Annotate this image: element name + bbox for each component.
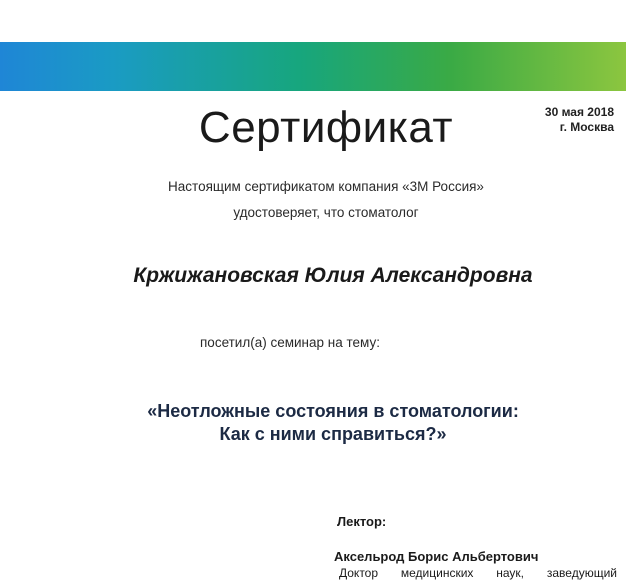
seminar-topic-line-2: Как с ними справиться?» <box>219 424 447 444</box>
certificate-city: г. Москва <box>559 120 614 134</box>
lector-description: Доктор медицинских наук, заведующий <box>339 566 617 580</box>
intro-line-1: Настоящим сертификатом компания «3M Россия» <box>168 179 484 194</box>
certificate-title: Сертификат <box>198 103 454 152</box>
attended-text: посетил(а) семинар на тему: <box>200 335 380 350</box>
header-color-band <box>0 42 626 91</box>
lector-label: Лектор: <box>337 514 387 529</box>
intro-line-2: удостоверяет, что стоматолог <box>233 205 419 220</box>
seminar-topic-line-1: «Неотложные состояния в стоматологии: <box>147 401 519 421</box>
lector-name: Аксельрод Борис Альбертович <box>334 549 539 564</box>
certificate-date: 30 мая 2018 <box>544 105 614 119</box>
recipient-name: Кржижановская Юлия Александровна <box>133 264 533 287</box>
